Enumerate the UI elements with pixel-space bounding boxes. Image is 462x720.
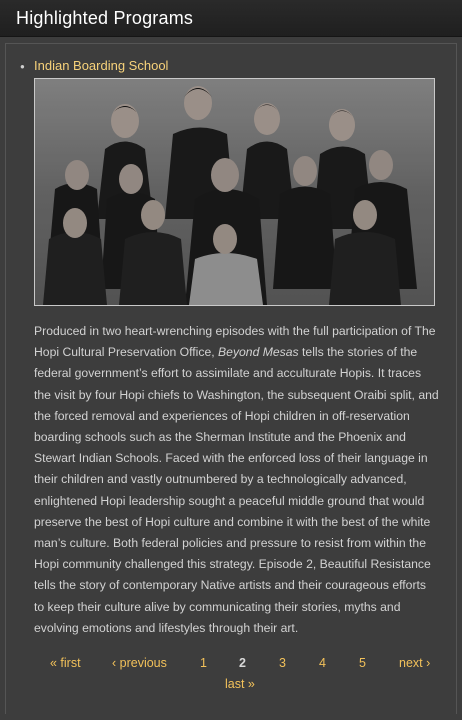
pager-page-1-link[interactable]: 1 bbox=[200, 656, 207, 670]
description-title-emphasis: Beyond Mesas bbox=[218, 345, 299, 360]
pager-next-link[interactable]: next › bbox=[399, 656, 431, 670]
photo-illustration bbox=[35, 79, 434, 305]
pager-row-1 bbox=[6, 656, 456, 677]
pager-page-3-link[interactable]: 3 bbox=[279, 656, 286, 670]
widget-content bbox=[5, 43, 457, 714]
widget-title: Highlighted Programs bbox=[16, 8, 194, 28]
pager-row-2 bbox=[6, 677, 456, 698]
program-title-link[interactable]: Indian Boarding School bbox=[34, 58, 169, 73]
pager-last-link[interactable]: last » bbox=[225, 677, 255, 691]
bullet-icon: ● bbox=[20, 62, 25, 71]
pager-page-4-link[interactable]: 4 bbox=[319, 656, 326, 670]
widget-header bbox=[0, 0, 462, 37]
pager-first-link[interactable]: « first bbox=[50, 656, 81, 670]
pager-previous-link[interactable]: ‹ previous bbox=[112, 656, 167, 670]
pager bbox=[6, 656, 456, 698]
pager-page-2-current: 2 bbox=[239, 656, 246, 670]
program-photo[interactable] bbox=[34, 78, 435, 306]
program-description bbox=[34, 321, 439, 639]
description-text-2: tells the stories of the federal government’s effort to assimilate and acculturate Hopis. It traces the visit by four Hopi chiefs to Washington, the subsequent Oraibi split, and the forced removal and experiences of Hopi children in off-reservation boarding schools such as the Sherman Institute and the Phoenix and Stewart Indian Schools. Faced with the enforced loss of their language in their children and vastly outnumbered by a technologically advanced, enlightened Hopi leadership sought a peaceful middle ground that would preserve the best of Hopi culture and combine it with the best of the white man’s culture. Both federal policies and pressure to resist from within the Hopi community challenged this strategy. Episode 2, Beautiful Resistance tells the story of contemporary Native artists and their courageous efforts to keep their culture alive by communicating their stories, myths and evolving emotions and lifestyles through their art. bbox=[34, 345, 439, 635]
description-text-1: Produced in two heart-wrenching episodes with the full participation of The Hopi Cultural Preservation Office, bbox=[34, 324, 436, 360]
pager-page-5-link[interactable]: 5 bbox=[359, 656, 366, 670]
